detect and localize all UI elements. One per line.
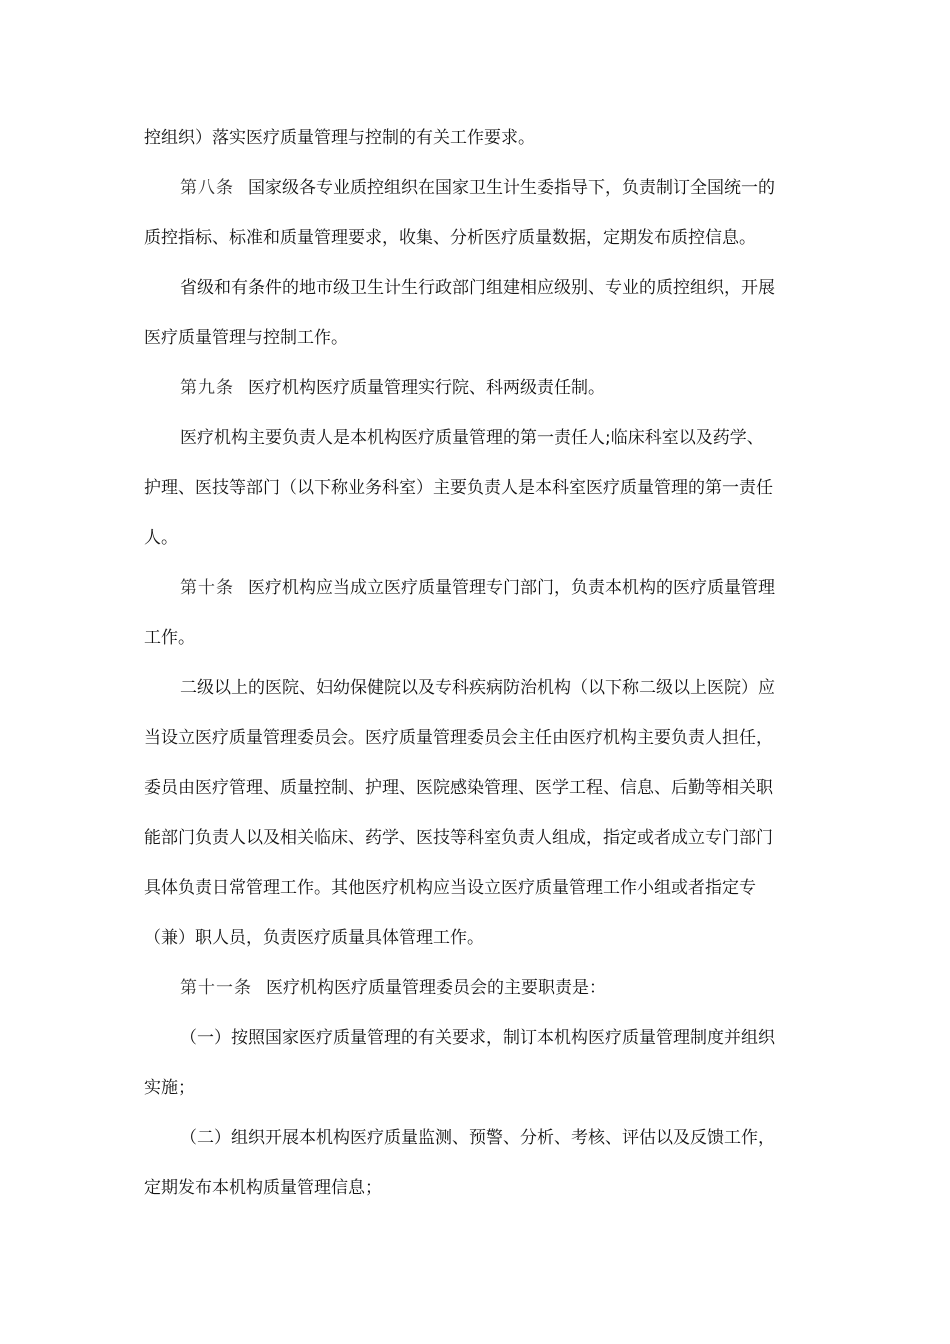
text-line — [144, 1173, 814, 1203]
article-9-line — [180, 373, 814, 403]
text-line — [180, 273, 814, 303]
text-line — [144, 823, 814, 853]
text-line — [144, 223, 814, 253]
text-span: 实施； — [144, 1078, 195, 1098]
text-span: 当设立医疗质量管理委员会。医疗质量管理委员会主任由医疗机构主要负责人担任， — [144, 728, 773, 748]
text-line — [144, 523, 814, 553]
text-line — [144, 873, 814, 903]
text-line — [144, 123, 814, 153]
text-line — [180, 1123, 814, 1153]
text-span: 医疗质量管理与控制工作。 — [144, 328, 348, 348]
text-line — [180, 1023, 814, 1053]
article-heading: 第九条 — [180, 378, 234, 398]
text-span: （二）组织开展本机构医疗质量监测、预警、分析、考核、评估以及反馈工作， — [180, 1128, 775, 1148]
text-span: 医疗机构医疗质量管理实行院、科两级责任制。 — [248, 378, 605, 398]
text-span: （一）按照国家医疗质量管理的有关要求，制订本机构医疗质量管理制度并组织 — [180, 1028, 775, 1048]
article-11-line — [180, 973, 814, 1003]
text-span: （兼）职人员，负责医疗质量具体管理工作。 — [144, 928, 484, 948]
text-span: 具体负责日常管理工作。其他医疗机构应当设立医疗质量管理工作小组或者指定专 — [144, 878, 756, 898]
text-line — [180, 673, 814, 703]
text-line — [144, 1073, 814, 1103]
text-span: 人。 — [144, 528, 178, 548]
text-line — [144, 323, 814, 353]
text-span: 国家级各专业质控组织在国家卫生计生委指导下，负责制订全国统一的 — [248, 178, 775, 198]
article-8-line — [180, 173, 814, 203]
text-span: 工作。 — [144, 628, 195, 648]
text-line — [144, 473, 814, 503]
text-line — [144, 723, 814, 753]
article-heading: 第十一条 — [180, 978, 252, 998]
text-line — [144, 773, 814, 803]
text-span: 医疗机构应当成立医疗质量管理专门部门，负责本机构的医疗质量管理 — [248, 578, 775, 598]
text-span: 定期发布本机构质量管理信息； — [144, 1178, 382, 1198]
text-span: 质控指标、标准和质量管理要求，收集、分析医疗质量数据，定期发布质控信息。 — [144, 228, 756, 248]
article-10-line — [180, 573, 814, 603]
text-line — [144, 923, 814, 953]
text-span: 能部门负责人以及相关临床、药学、医技等科室负责人组成，指定或者成立专门部门 — [144, 828, 773, 848]
text-span: 委员由医疗管理、质量控制、护理、医院感染管理、医学工程、信息、后勤等相关职 — [144, 778, 773, 798]
text-span: 省级和有条件的地市级卫生计生行政部门组建相应级别、专业的质控组织，开展 — [180, 278, 775, 298]
text-span: 护理、医技等部门（以下称业务科室）主要负责人是本科室医疗质量管理的第一责任 — [144, 478, 773, 498]
text-span: 医疗机构主要负责人是本机构医疗质量管理的第一责任人;临床科室以及药学、 — [180, 428, 764, 448]
text-span: 二级以上的医院、妇幼保健院以及专科疾病防治机构（以下称二级以上医院）应 — [180, 678, 775, 698]
text-line — [180, 423, 814, 453]
article-heading: 第八条 — [180, 178, 234, 198]
article-heading: 第十条 — [180, 578, 234, 598]
text-span: 医疗机构医疗质量管理委员会的主要职责是： — [266, 978, 606, 998]
text-span: 控组织）落实医疗质量管理与控制的有关工作要求。 — [144, 128, 535, 148]
text-line — [144, 623, 814, 653]
